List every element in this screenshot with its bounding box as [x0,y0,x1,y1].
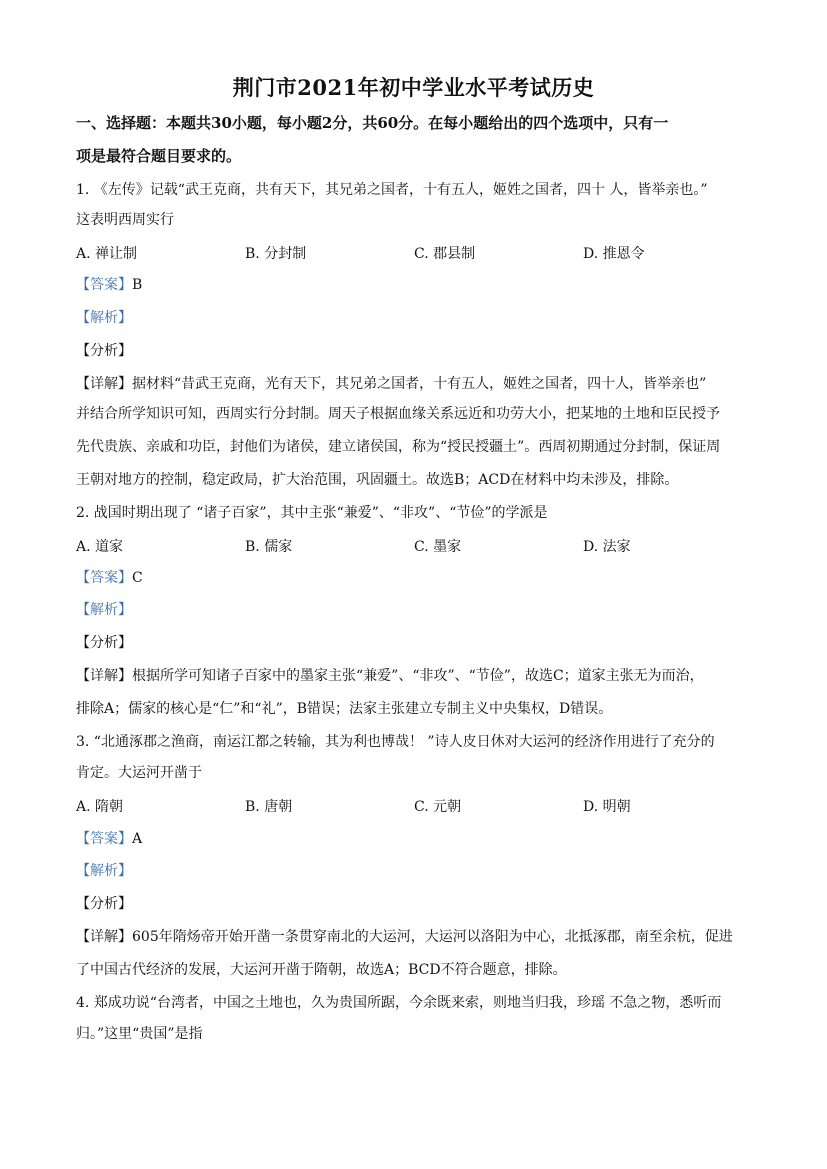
q1-detail-line-2: 并结合所学知识可知，西周实行分封制。周天子根据血缘关系远近和功劳大小，把某地的土地和臣民授予 [76,406,720,422]
q2-option-d: D. 法家 [583,539,631,555]
q3-option-d: D. 明朝 [583,799,631,815]
section-heading-line-1: 一、选择题：本题共30小题，每小题2分，共60分。在每小题给出的四个选项中，只有一 [76,114,669,132]
q1-answer [76,275,756,295]
q3-answer [76,829,756,849]
q4-stem-line-2: 归。”这里“贵国”是指 [76,1026,203,1042]
page-title: 荆门市2021年初中学业水平考试历史 [232,75,595,100]
q1-option-a: A. 禅让制 [76,246,138,262]
q2-option-b: B. 儒家 [245,539,293,555]
q1-detail-line-1: 【详解】据材料“昔武王克商，光有天下，其兄弟之国者，十有五人，姬姓之国者，四十人，皆举亲也” [76,376,707,392]
q1-option-b: B. 分封制 [245,246,307,262]
q1-answer-value: B [132,277,143,293]
q3-detail-line-2: 了中国古代经济的发展，大运河开凿于隋朝，故选A；BCD不符合题意，排除。 [76,962,567,978]
q1-answer-label: 【答案】 [76,277,132,293]
q2-option-c: C. 墨家 [414,539,462,555]
q2-answer [76,568,756,588]
q1-jiexi-label: 【解析】 [76,310,132,326]
q2-answer-label: 【答案】 [76,570,132,586]
q3-option-a: A. 隋朝 [76,799,124,815]
q1-stem-line-2: 这表明西周实行 [76,212,174,228]
q3-detail-line-1: 【详解】605年隋炀帝开始开凿一条贯穿南北的大运河，大运河以洛阳为中心，北抵涿郡，南至余杭，促进 [76,929,733,945]
q3-option-b: B. 唐朝 [245,799,293,815]
q2-answer-value: C [132,570,143,586]
q2-option-a: A. 道家 [76,539,124,555]
q3-stem-line-2: 肯定。大运河开凿于 [76,765,202,781]
q1-detail-line-4: 王朝对地方的控制，稳定政局，扩大治范围，巩固疆土。故选B；ACD在材料中均未涉及，排除。 [76,472,679,488]
q2-fenxi-label: 【分析】 [76,635,132,651]
q2-detail-line-1: 【详解】根据所学可知诸子百家中的墨家主张“兼爱”、“非攻”、“节俭”，故选C；道家主张无为而治， [76,668,704,684]
q1-option-c: C. 郡县制 [414,246,476,262]
q3-fenxi-label: 【分析】 [76,896,132,912]
q3-answer-value: A [132,831,143,847]
q2-detail-line-2: 排除A；儒家的核心是“仁”和“礼”，B错误；法家主张建立专制主义中央集权，D错误。 [76,701,613,717]
q1-option-d: D. 推恩令 [583,246,645,262]
section-heading-line-2: 项是最符合题目要求的。 [76,147,242,165]
q1-detail-line-3: 先代贵族、亲戚和功臣，封他们为诸侯，建立诸侯国，称为“授民授疆土”。西周初期通过分封制，保证周 [76,439,721,455]
q3-option-c: C. 元朝 [414,799,462,815]
q2-stem-line-1: 2. 战国时期出现了 “诸子百家”，其中主张“兼爱”、“非攻”、“节俭”的学派是 [76,505,548,521]
q3-answer-label: 【答案】 [76,831,132,847]
q3-jiexi-label: 【解析】 [76,863,132,879]
q2-jiexi-label: 【解析】 [76,602,132,618]
q1-stem-line-1: 1. 《左传》记载“武王克商，共有天下，其兄弟之国者，十有五人，姬姓之国者，四十 人，皆举亲也。” [76,182,708,198]
q1-fenxi-label: 【分析】 [76,343,132,359]
q3-stem-line-1: 3. “北通涿郡之渔商，南运江都之转输，其为利也博哉！ ”诗人皮日休对大运河的经济作用进行了充分的 [76,734,715,750]
q4-stem-line-1: 4. 郑成功说“台湾者，中国之土地也，久为贵国所踞，今余既来索，则地当归我，珍瑶 不急之物，悉听而 [76,995,722,1011]
